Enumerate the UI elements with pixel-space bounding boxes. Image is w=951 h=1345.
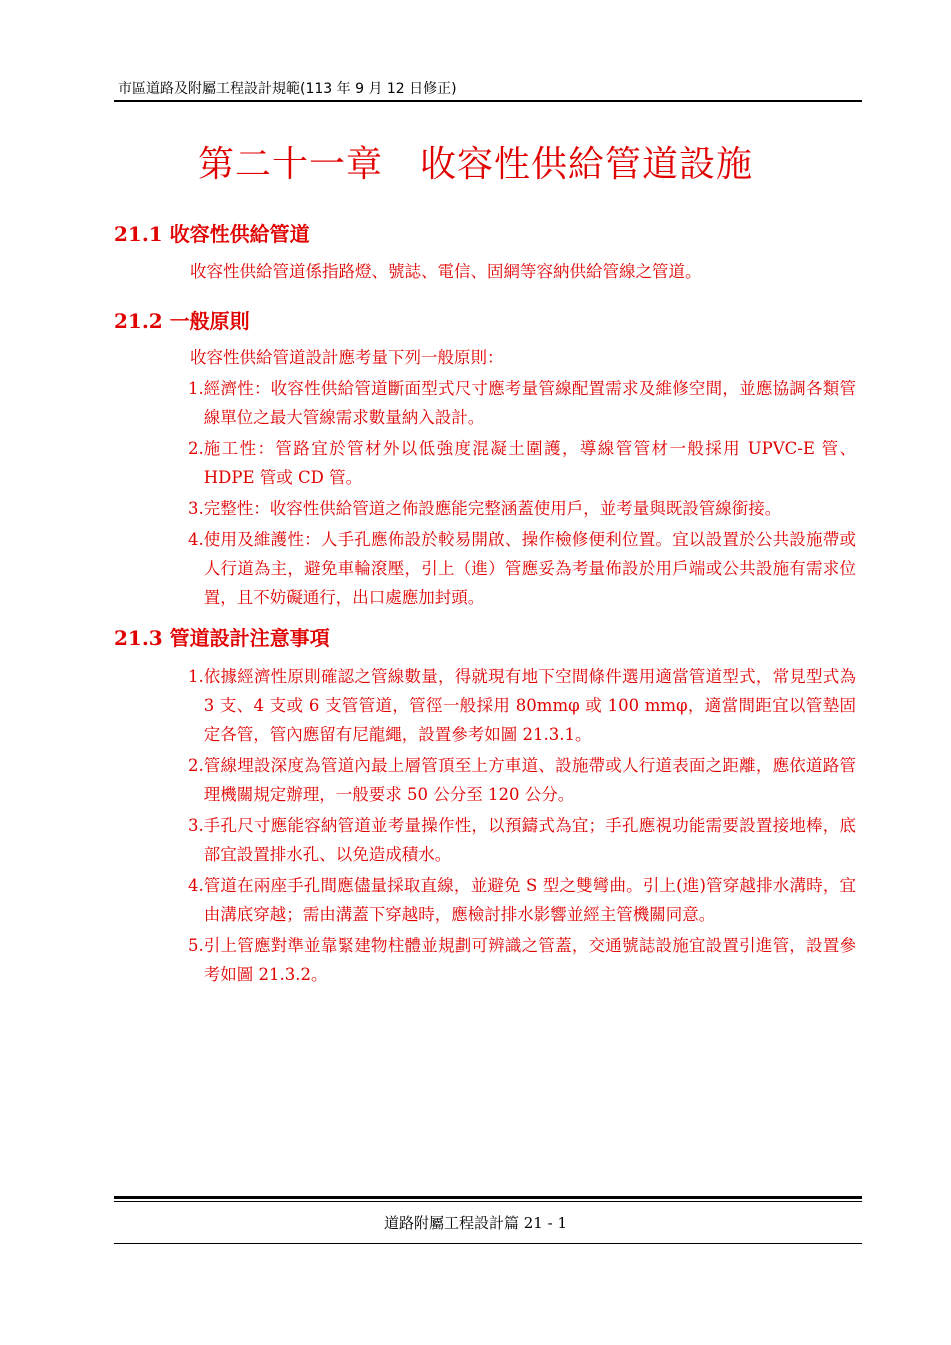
list-item-text: 手孔尺寸應能容納管道並考量操作性，以預鑄式為宜；手孔應視功能需要設置接地棒，底部宜設置排水孔、以免造成積水。 xyxy=(203,816,856,864)
list-item xyxy=(188,525,856,612)
list-item xyxy=(188,871,856,929)
list-item-text: 管道在兩座手孔間應儘量採取直線，並避免 S 型之雙彎曲。引上(進)管穿越排水溝時，宜由溝底穿越；需由溝蓋下穿越時，應檢討排水影響並經主管機關同意。 xyxy=(203,876,856,924)
list-item xyxy=(188,434,856,492)
list-item-number: 4. xyxy=(188,876,204,895)
list-item-number: 4. xyxy=(188,530,204,549)
list-item-text: 使用及維護性：人手孔應佈設於較易開啟、操作檢修便利位置。宜以設置於公共設施帶或人行道為主，避免車輪滾壓，引上（進）管應妥為考量佈設於用戶端或公共設施有需求位置，且不妨礙通行，出口處應加封頭。 xyxy=(203,530,856,607)
list-item-text: 完整性：收容性供給管道之佈設應能完整涵蓋使用戶，並考量與既設管線銜接。 xyxy=(203,499,782,518)
footer-rule-thick xyxy=(114,1196,862,1199)
list-item-number: 1. xyxy=(188,379,204,398)
section-heading-21-2: 21.2 一般原則 xyxy=(114,309,250,333)
list-item xyxy=(188,374,856,432)
list-item xyxy=(188,811,856,869)
section-21-1-text: 收容性供給管道係指路燈、號誌、電信、固網等容納供給管線之管道。 xyxy=(190,262,702,281)
footer-rule-thin xyxy=(114,1201,862,1202)
page-footer: 道路附屬工程設計篇 21 - 1 xyxy=(383,1214,567,1232)
list-item xyxy=(188,494,856,523)
list-item-text: 依據經濟性原則確認之管線數量，得就現有地下空間條件選用適當管道型式，常見型式為 3 支、4 支或 6 支管管道，管徑一般採用 80mmφ 或 100 mmφ，適當間距宜以管墊固定各管，管內應留有尼龍繩，設置參考如圖 21.3.1。 xyxy=(203,667,856,744)
list-item-text: 管線埋設深度為管道內最上層管頂至上方車道、設施帶或人行道表面之距離，應依道路管理機關規定辦理，一般要求 50 公分至 120 公分。 xyxy=(203,756,856,804)
list-item-text: 施工性：管路宜於管材外以低強度混凝土圍護，導線管管材一般採用 UPVC-E 管、HDPE 管或 CD 管。 xyxy=(203,439,856,487)
running-header: 市區道路及附屬工程設計規範(113 年 9 月 12 日修正) xyxy=(118,81,457,97)
principles-list xyxy=(188,374,856,614)
header-rule xyxy=(114,100,862,102)
list-item-number: 5. xyxy=(188,936,204,955)
section-heading-21-1: 21.1 收容性供給管道 xyxy=(114,222,310,246)
list-item-text: 經濟性：收容性供給管道斷面型式尺寸應考量管線配置需求及維修空間，並應協調各類管線單位之最大管線需求數量納入設計。 xyxy=(203,379,856,427)
list-item-number: 3. xyxy=(188,816,204,835)
chapter-title: 第二十一章 收容性供給管道設施 xyxy=(197,144,753,185)
list-item-number: 2. xyxy=(188,756,204,775)
list-item-number: 1. xyxy=(188,667,204,686)
list-item xyxy=(188,931,856,989)
section-21-2-intro: 收容性供給管道設計應考量下列一般原則： xyxy=(190,348,504,367)
list-item-number: 2. xyxy=(188,439,204,458)
section-heading-21-3: 21.3 管道設計注意事項 xyxy=(114,626,330,650)
footer-bottom-rule xyxy=(114,1243,862,1244)
design-notes-list xyxy=(188,662,856,991)
list-item xyxy=(188,662,856,749)
list-item-number: 3. xyxy=(188,499,204,518)
list-item xyxy=(188,751,856,809)
list-item-text: 引上管應對準並靠緊建物柱體並規劃可辨識之管蓋，交通號誌設施宜設置引進管，設置參考如圖 21.3.2。 xyxy=(203,936,856,984)
